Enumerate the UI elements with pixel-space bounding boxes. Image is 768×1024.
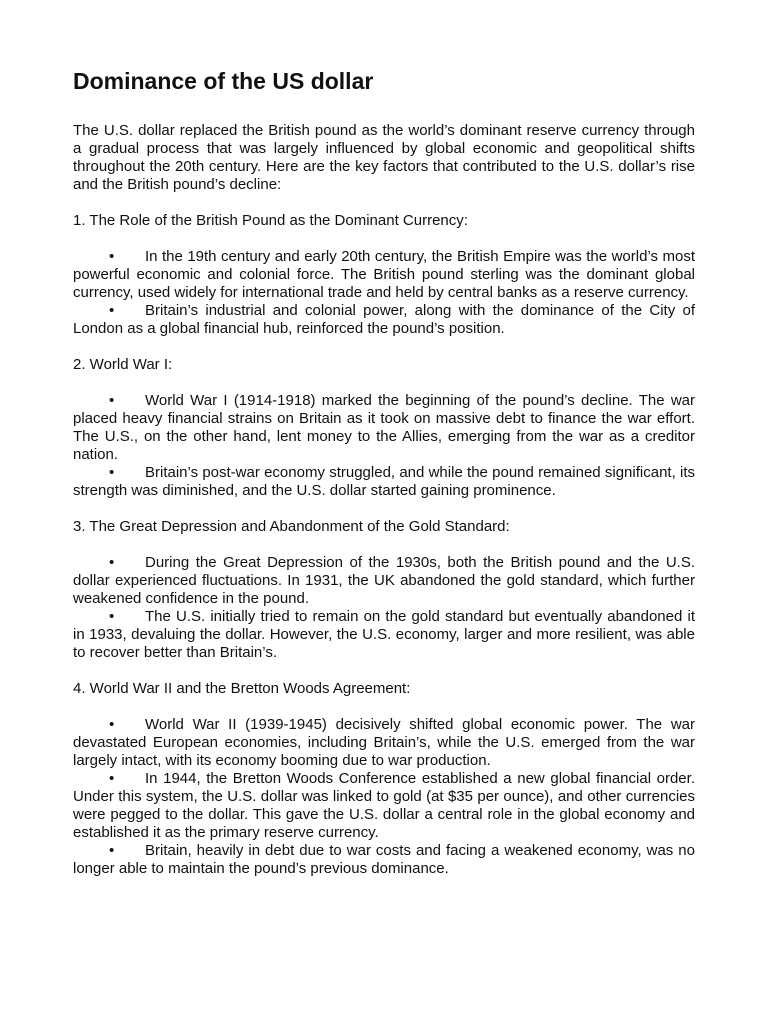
- bullet-icon: •: [109, 554, 115, 571]
- bullet-text: In the 19th century and early 20th century, the British Empire was the world’s most powerful economic and colonial force. The British pound sterling was the dominant global currency, used widely for international trade and held by central banks as a reserve currency.: [73, 248, 695, 301]
- bullet-item: [73, 464, 695, 500]
- bullet-list: [73, 554, 695, 662]
- section-2: [73, 356, 695, 500]
- bullet-text: Britain, heavily in debt due to war costs and facing a weakened economy, was no longer able to maintain the pound’s previous dominance.: [73, 842, 695, 877]
- bullet-text: World War I (1914-1918) marked the beginning of the pound’s decline. The war placed heavy financial strains on Britain as it took on massive debt to finance the war effort. The U.S., on the other hand, lent money to the Allies, emerging from the war as a creditor nation.: [73, 392, 695, 463]
- section-heading: 1. The Role of the British Pound as the Dominant Currency:: [73, 212, 468, 229]
- bullet-icon: •: [109, 302, 115, 319]
- bullet-icon: •: [109, 464, 115, 481]
- section-heading: 2. World War I:: [73, 356, 173, 373]
- bullet-icon: •: [109, 842, 115, 859]
- bullet-icon: •: [109, 770, 115, 787]
- bullet-text: During the Great Depression of the 1930s, both the British pound and the U.S. dollar experienced fluctuations. In 1931, the UK abandoned the gold standard, which further weakened confidence in the pound.: [73, 554, 695, 607]
- bullet-list: [73, 392, 695, 500]
- section-3: [73, 518, 695, 662]
- bullet-item: [73, 716, 695, 770]
- bullet-list: [73, 248, 695, 338]
- bullet-item: [73, 302, 695, 338]
- bullet-icon: •: [109, 392, 115, 409]
- bullet-item: [73, 554, 695, 608]
- section-heading: 4. World War II and the Bretton Woods Agreement:: [73, 680, 411, 697]
- bullet-text: Britain’s post-war economy struggled, and while the pound remained significant, its strength was diminished, and the U.S. dollar started gaining prominence.: [73, 464, 695, 499]
- bullet-item: [73, 770, 695, 842]
- bullet-text: World War II (1939-1945) decisively shifted global economic power. The war devastated European economies, including Britain’s, while the U.S. emerged from the war largely intact, with its economy booming due to war production.: [73, 716, 695, 769]
- bullet-icon: •: [109, 716, 115, 733]
- section-1: [73, 212, 695, 338]
- bullet-item: [73, 608, 695, 662]
- bullet-icon: •: [109, 248, 115, 265]
- section-4: [73, 680, 695, 878]
- bullet-list: [73, 716, 695, 878]
- bullet-text: In 1944, the Bretton Woods Conference established a new global financial order. Under this system, the U.S. dollar was linked to gold (at $35 per ounce), and other currencies were pegged to the dollar. This gave the U.S. dollar a central role in the global economy and established it as the primary reserve currency.: [73, 770, 695, 841]
- bullet-icon: •: [109, 608, 115, 625]
- bullet-text: Britain’s industrial and colonial power, along with the dominance of the City of London as a global financial hub, reinforced the pound’s position.: [73, 302, 695, 337]
- bullet-text: The U.S. initially tried to remain on the gold standard but eventually abandoned it in 1933, devaluing the dollar. However, the U.S. economy, larger and more resilient, was able to recover better than Britain’s.: [73, 608, 695, 661]
- page-title: Dominance of the US dollar: [73, 68, 374, 94]
- bullet-item: [73, 392, 695, 464]
- bullet-item: [73, 248, 695, 302]
- section-heading: 3. The Great Depression and Abandonment of the Gold Standard:: [73, 518, 510, 535]
- intro-paragraph: The U.S. dollar replaced the British pound as the world’s dominant reserve currency through a gradual process that was largely influenced by global economic and geopolitical shifts throughout the 20th century. Here are the key factors that contributed to the U.S. dollar’s rise and the British pound’s decline:: [73, 122, 695, 193]
- bullet-item: [73, 842, 695, 878]
